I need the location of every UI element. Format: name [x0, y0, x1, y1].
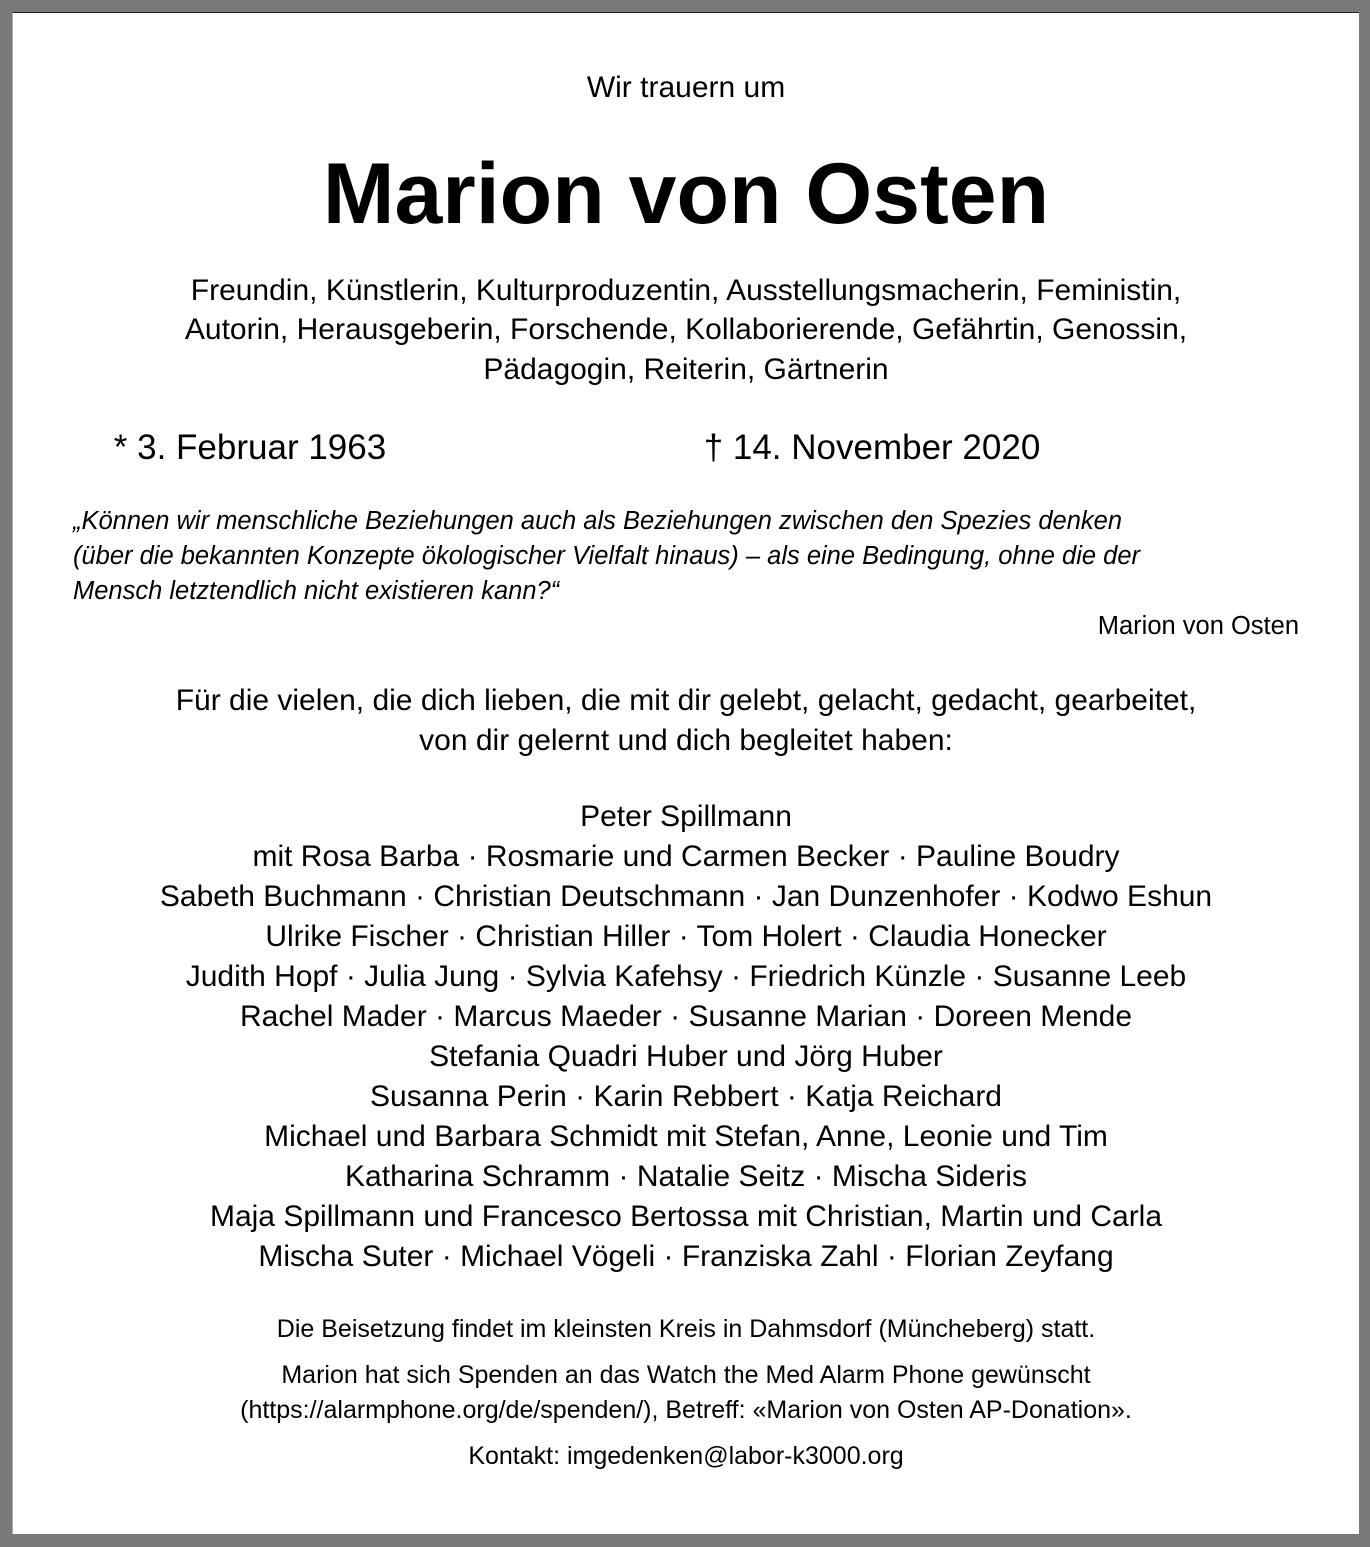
roles-line: Autorin, Herausgeberin, Forschende, Kollaborierende, Gefährtin, Genossin, — [184, 313, 1188, 346]
quote-line: Mensch letztendlich nicht existieren kann?“ — [73, 577, 560, 605]
mourner-line: Maja Spillmann und Francesco Bertossa mit Christian, Martin und Carla — [209, 1200, 1163, 1233]
mourner-line: Mischa Suter · Michael Vögeli · Franziska Zahl · Florian Zeyfang — [258, 1240, 1114, 1273]
mourner-line: Rachel Mader · Marcus Maeder · Susanne Marian · Doreen Mende — [239, 1000, 1133, 1033]
obituary-page — [12, 12, 1359, 1534]
mourner-line: Sabeth Buchmann · Christian Deutschmann · Jan Dunzenhofer · Kodwo Eshun — [159, 880, 1213, 913]
burial-notice: Die Beisetzung findet im kleinsten Kreis in Dahmsdorf (Müncheberg) statt. — [276, 1315, 1096, 1343]
quote-author: Marion von Osten — [1097, 612, 1299, 640]
contact-email[interactable]: Kontakt: imgedenken@labor-k3000.org — [468, 1442, 904, 1470]
quote-line: (über die bekannten Konzepte ökologischer Vielfalt hinaus) – als eine Bedingung, ohne die der — [73, 542, 1141, 570]
intro-text: Wir trauern um — [586, 71, 786, 104]
donation-line: Marion hat sich Spenden an das Watch the Med Alarm Phone gewünscht — [281, 1361, 1091, 1389]
dedication-line: Für die vielen, die dich lieben, die mit dir gelebt, gelacht, gedacht, gearbeitet, — [175, 684, 1197, 717]
mourner-line: Susanna Perin · Karin Rebbert · Katja Reichard — [370, 1080, 1002, 1113]
mourner-line: Peter Spillmann — [580, 800, 792, 833]
donation-line: (https://alarmphone.org/de/spenden/), Betreff: «Marion von Osten AP-Donation». — [240, 1396, 1132, 1424]
roles-line: Freundin, Künstlerin, Kulturproduzentin, Ausstellungsmacherin, Feministin, — [190, 274, 1182, 307]
mourner-line: Judith Hopf · Julia Jung · Sylvia Kafehsy · Friedrich Künzle · Susanne Leeb — [185, 960, 1187, 993]
birth-date: * 3. Februar 1963 — [113, 428, 387, 467]
dedication-line: von dir gelernt und dich begleitet haben: — [419, 724, 953, 757]
death-date: † 14. November 2020 — [703, 428, 1041, 467]
mourner-line: Michael und Barbara Schmidt mit Stefan, Anne, Leonie und Tim — [264, 1120, 1108, 1153]
mourner-line: Katharina Schramm · Natalie Seitz · Mischa Sideris — [345, 1160, 1027, 1193]
quote-line: „Können wir menschliche Beziehungen auch als Beziehungen zwischen den Spezies denken — [73, 507, 1123, 535]
deceased-name: Marion von Osten — [322, 146, 1050, 242]
roles-line: Pädagogin, Reiterin, Gärtnerin — [483, 353, 889, 386]
mourner-line: Stefania Quadri Huber und Jörg Huber — [429, 1040, 943, 1073]
mourner-line: Ulrike Fischer · Christian Hiller · Tom Holert · Claudia Honecker — [265, 920, 1107, 953]
mourner-line: mit Rosa Barba · Rosmarie und Carmen Becker · Pauline Boudry — [252, 840, 1120, 873]
